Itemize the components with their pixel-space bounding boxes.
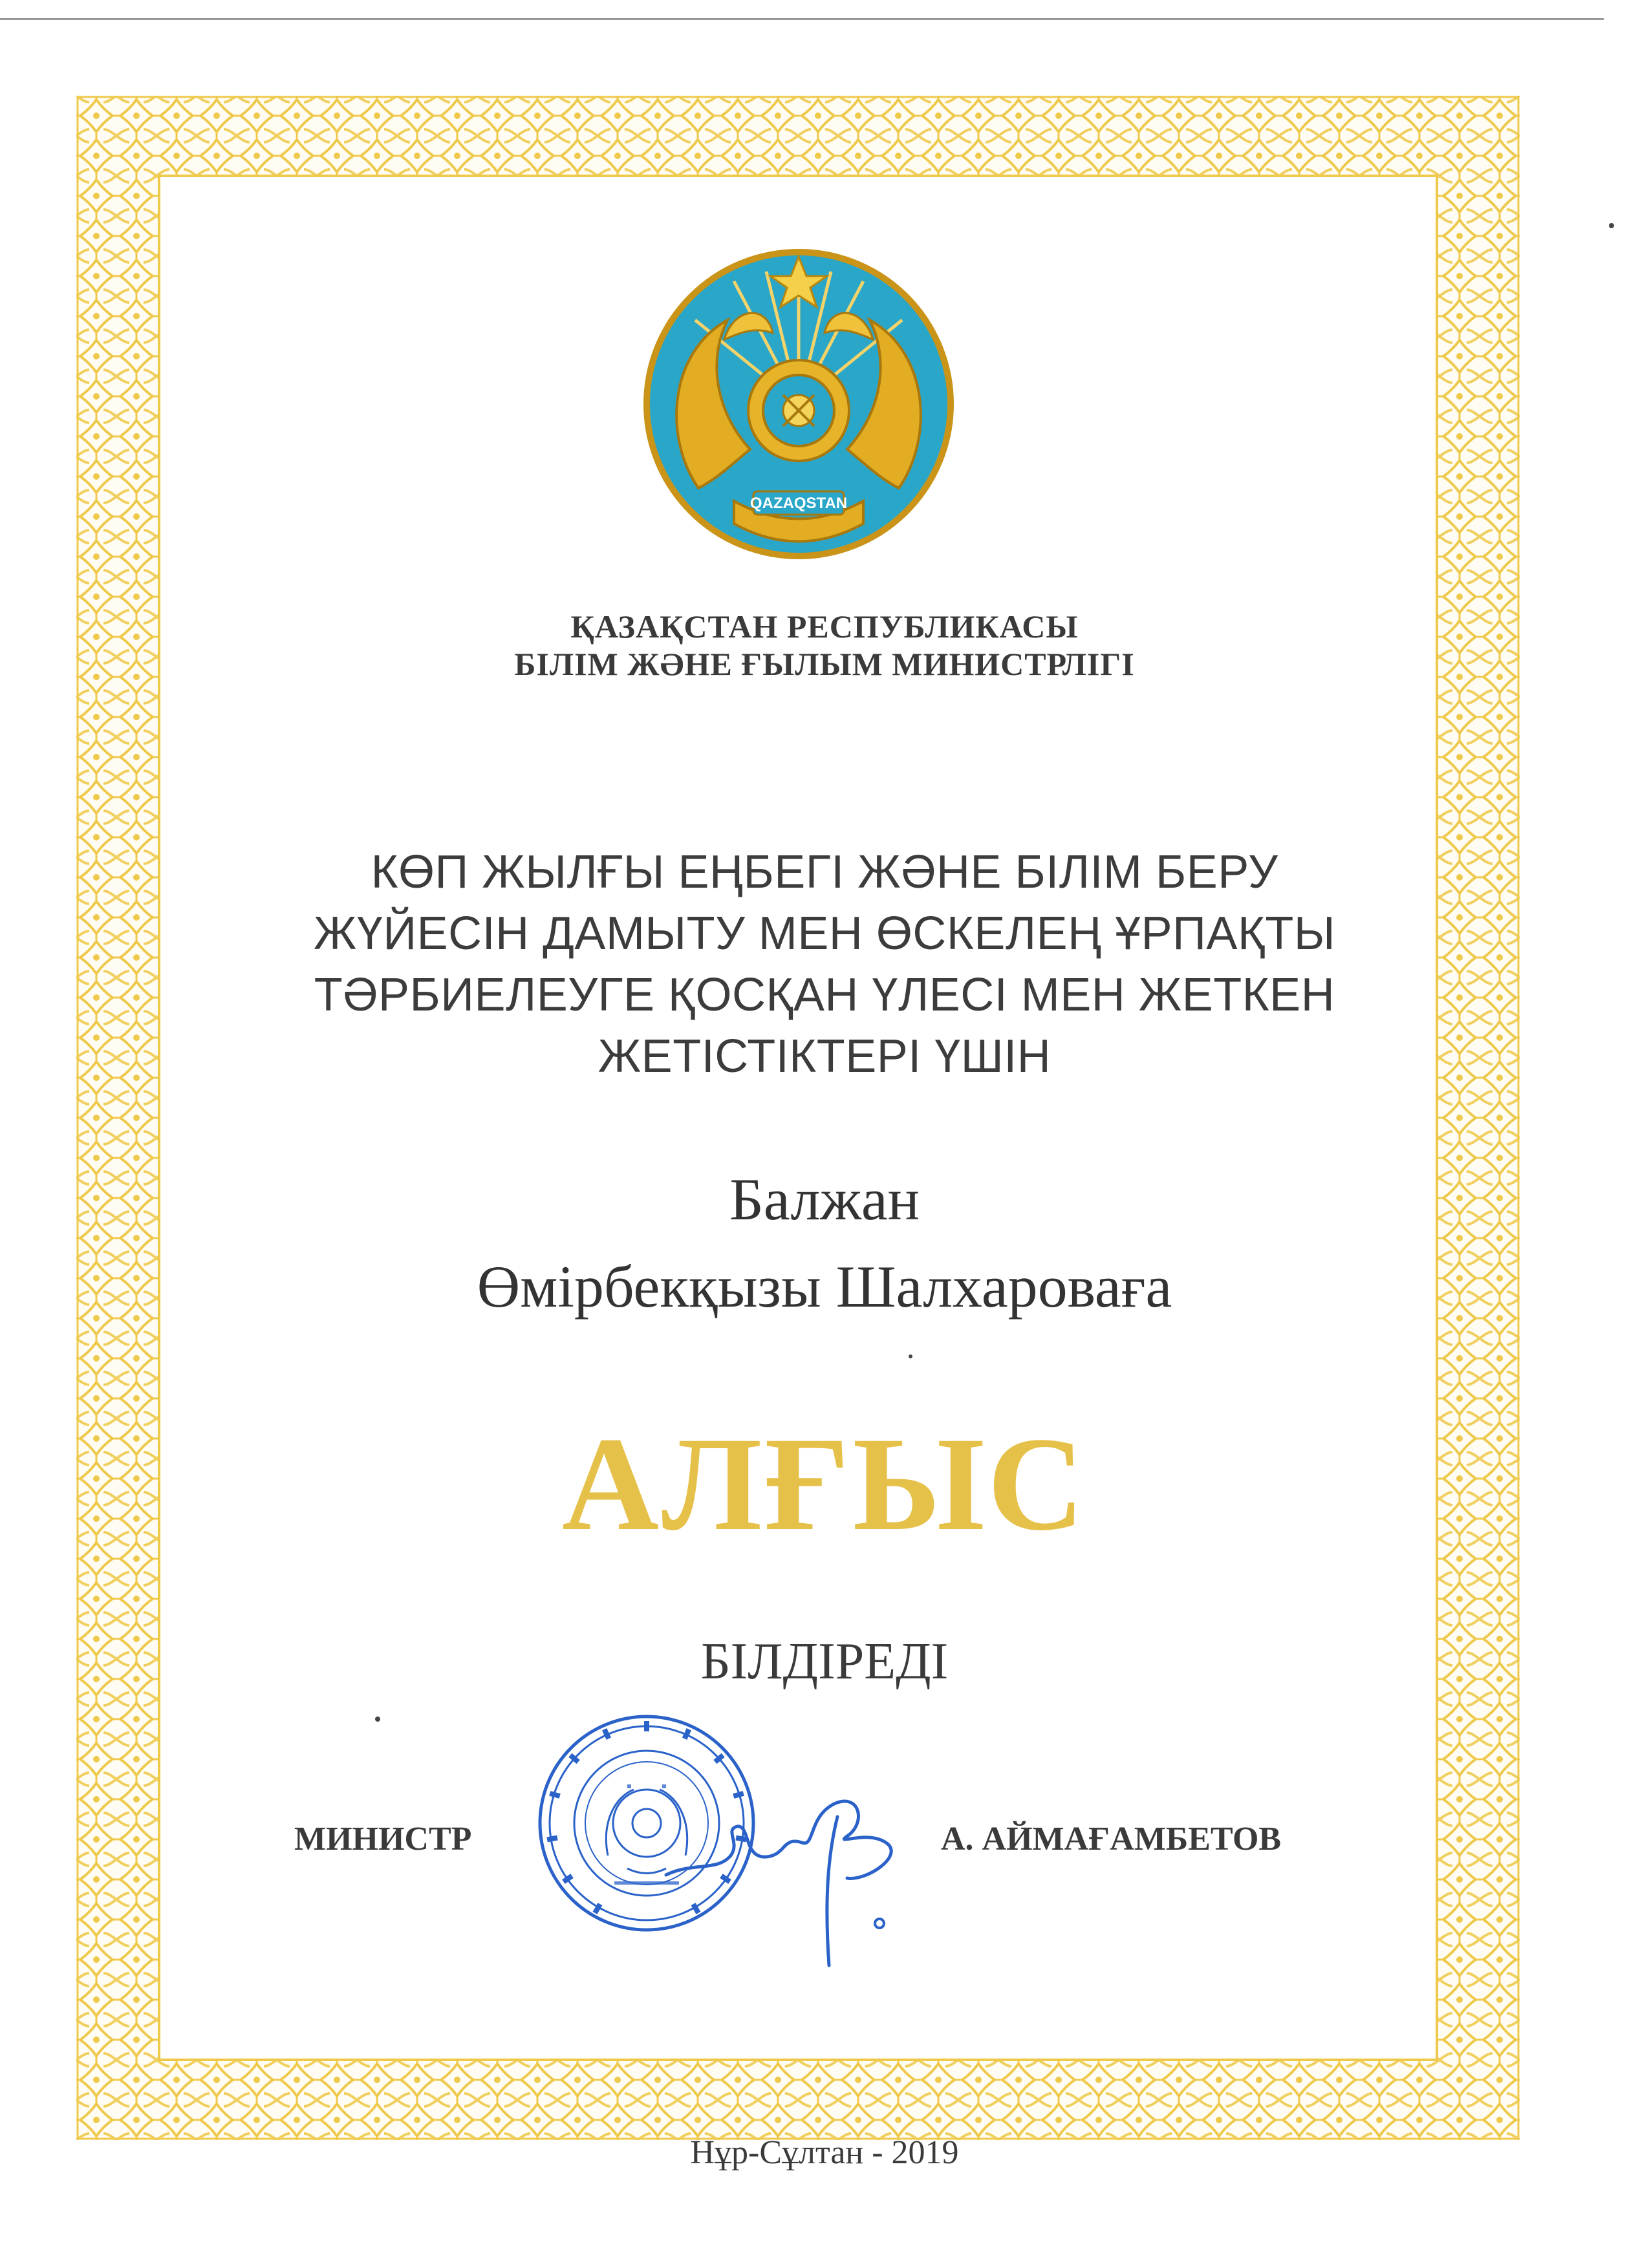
expresses-verb: БІЛДІРЕДІ: [700, 1633, 949, 1690]
recipient-full-name: Өмірбекқызы Шалхароваға: [477, 1254, 1172, 1320]
signer-name: А. АЙМАҒАМБЕТОВ: [941, 1821, 1282, 1857]
reason-line: ЖЕТІСТІКТЕРІ ҮШІН: [598, 1031, 1051, 1082]
emblem-inscription: QAZAQSTAN: [749, 495, 848, 512]
reason-line: КӨП ЖЫЛҒЫ ЕҢБЕГІ ЖӘНЕ БІЛІМ БЕРУ: [371, 846, 1278, 898]
country-name: ҚАЗАҚСТАН РЕСПУБЛИКАСЫ: [570, 608, 1079, 645]
certificate-title: АЛҒЫС: [562, 1409, 1087, 1558]
place-and-date: Нұр-Сұлтан - 2019: [690, 2134, 959, 2171]
signer-position: МИНИСТР: [294, 1821, 472, 1857]
handwritten-signature-icon: [653, 1746, 976, 1978]
ministry-name: БІЛІМ ЖӘНЕ ҒЫЛЫМ МИНИСТРЛІГІ: [514, 646, 1135, 682]
reason-line: ТӘРБИЕЛЕУГЕ ҚОСҚАН ҮЛЕСІ МЕН ЖЕТКЕН: [314, 969, 1335, 1021]
reason-line: ЖҮЙЕСІН ДАМЫТУ МЕН ӨСКЕЛЕҢ ҰРПАҚТЫ: [313, 908, 1336, 959]
state-emblem-icon: [637, 242, 960, 566]
recipient-first-name: Балжан: [729, 1166, 920, 1232]
